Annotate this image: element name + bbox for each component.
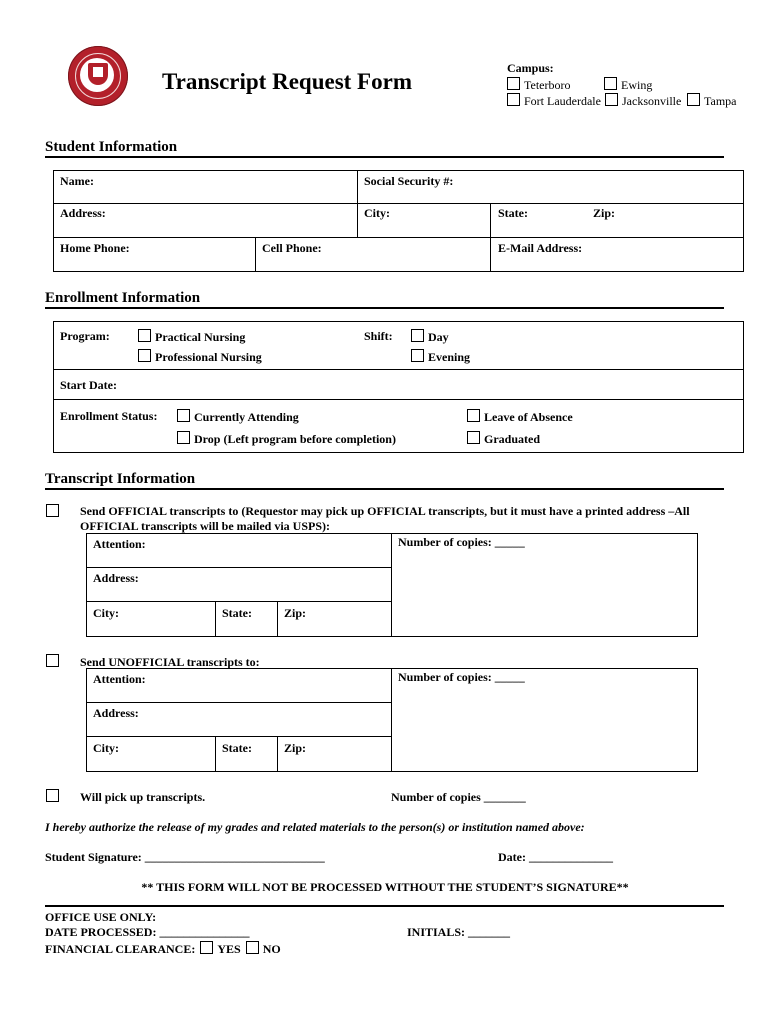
signature-date-field[interactable]: Date: ______________	[498, 850, 613, 864]
row-divider	[53, 203, 743, 204]
unofficial-copies-field[interactable]: Number of copies: _____	[398, 670, 525, 684]
checkbox[interactable]	[467, 409, 480, 422]
campus-option-ewing[interactable]: Ewing	[604, 77, 652, 92]
row-divider	[86, 702, 391, 703]
status-option-drop[interactable]: Drop (Left program before completion)	[177, 431, 396, 446]
yes-label: YES	[217, 942, 241, 956]
authorization-statement: I hereby authorize the release of my grades and related materials to the person(s) or institution named above:	[45, 820, 585, 834]
col-divider	[391, 533, 392, 636]
row-divider	[53, 399, 743, 400]
checkbox[interactable]	[687, 93, 700, 106]
divider	[45, 488, 724, 490]
email-field[interactable]: E-Mail Address:	[498, 241, 583, 255]
unofficial-instructions: Send UNOFFICIAL transcripts to:	[80, 655, 260, 669]
unofficial-address-table	[86, 668, 698, 772]
program-option-professional-nursing[interactable]: Professional Nursing	[138, 349, 262, 364]
program-option-practical-nursing[interactable]: Practical Nursing	[138, 329, 245, 344]
col-divider	[215, 601, 216, 636]
status-option-currently-attending[interactable]: Currently Attending	[177, 409, 299, 424]
school-seal-logo	[68, 46, 128, 106]
campus-option-tampa[interactable]: Tampa	[687, 93, 736, 108]
ssn-field[interactable]: Social Security #:	[364, 174, 454, 188]
checkbox[interactable]	[411, 349, 424, 362]
home-phone-field[interactable]: Home Phone:	[60, 241, 130, 255]
unofficial-address-field[interactable]: Address:	[93, 706, 139, 720]
financial-clearance-row	[45, 941, 281, 956]
city-field[interactable]: City:	[364, 206, 390, 220]
unofficial-city-field[interactable]: City:	[93, 741, 119, 755]
divider	[45, 307, 724, 309]
official-attention-field[interactable]: Attention:	[93, 537, 146, 551]
form-title: Transcript Request Form	[162, 69, 412, 94]
row-divider	[53, 369, 743, 370]
checkbox[interactable]	[467, 431, 480, 444]
cell-phone-field[interactable]: Cell Phone:	[262, 241, 322, 255]
no-label: NO	[262, 942, 281, 956]
checkbox[interactable]	[138, 349, 151, 362]
shift-option-day[interactable]: Day	[411, 329, 449, 344]
checkbox[interactable]	[507, 77, 520, 90]
checkbox[interactable]	[605, 93, 618, 106]
unofficial-zip-field[interactable]: Zip:	[284, 741, 307, 755]
checkbox[interactable]	[177, 431, 190, 444]
enrollment-status-label: Enrollment Status:	[60, 409, 158, 423]
checkbox[interactable]	[604, 77, 617, 90]
row-divider	[86, 567, 391, 568]
col-divider	[215, 736, 216, 771]
zip-field[interactable]: Zip:	[593, 206, 616, 220]
section-heading-student: Student Information	[45, 139, 178, 155]
checkbox[interactable]	[177, 409, 190, 422]
divider	[45, 156, 724, 158]
start-date-field[interactable]: Start Date:	[60, 378, 117, 392]
official-checkbox[interactable]	[46, 504, 59, 517]
col-divider	[391, 668, 392, 771]
checkbox[interactable]	[411, 329, 424, 342]
official-address-table	[86, 533, 698, 637]
col-divider	[277, 601, 278, 636]
official-city-field[interactable]: City:	[93, 606, 119, 620]
program-label: Program:	[60, 329, 110, 343]
campus-option-fort-lauderdale[interactable]: Fort Lauderdale	[507, 93, 601, 108]
official-state-field[interactable]: State:	[222, 606, 252, 620]
financial-yes-checkbox[interactable]	[200, 941, 213, 954]
col-divider	[277, 736, 278, 771]
pickup-label: Will pick up transcripts.	[80, 790, 206, 804]
shift-option-evening[interactable]: Evening	[411, 349, 470, 364]
col-divider	[357, 170, 358, 237]
campus-label: Campus:	[507, 61, 554, 75]
state-field[interactable]: State:	[498, 206, 528, 220]
date-processed-field[interactable]: DATE PROCESSED: _______________	[45, 925, 250, 939]
unofficial-checkbox[interactable]	[46, 654, 59, 667]
pickup-checkbox[interactable]	[46, 789, 59, 802]
address-field[interactable]: Address:	[60, 206, 106, 220]
divider	[45, 905, 724, 907]
row-divider	[53, 237, 743, 238]
pickup-copies-field[interactable]: Number of copies _______	[391, 790, 526, 804]
checkbox[interactable]	[507, 93, 520, 106]
student-signature-field[interactable]: Student Signature: ______________________________	[45, 850, 325, 864]
office-use-title: OFFICE USE ONLY:	[45, 910, 157, 924]
campus-option-jacksonville[interactable]: Jacksonville	[605, 93, 681, 108]
financial-clearance-label: FINANCIAL CLEARANCE:	[45, 942, 196, 956]
row-divider	[86, 736, 391, 737]
official-instructions-line-2: OFFICIAL transcripts will be mailed via USPS):	[80, 519, 331, 533]
official-copies-field[interactable]: Number of copies: _____	[398, 535, 525, 549]
unofficial-state-field[interactable]: State:	[222, 741, 252, 755]
status-option-graduated[interactable]: Graduated	[467, 431, 540, 446]
checkbox[interactable]	[138, 329, 151, 342]
col-divider	[490, 203, 491, 271]
financial-no-checkbox[interactable]	[246, 941, 259, 954]
row-divider	[86, 601, 391, 602]
official-zip-field[interactable]: Zip:	[284, 606, 307, 620]
initials-field[interactable]: INITIALS: _______	[407, 925, 511, 939]
status-option-leave-of-absence[interactable]: Leave of Absence	[467, 409, 573, 424]
campus-option-teterboro[interactable]: Teterboro	[507, 77, 570, 92]
shift-label: Shift:	[364, 329, 393, 343]
section-heading-enrollment: Enrollment Information	[45, 290, 201, 306]
signature-required-notice: ** THIS FORM WILL NOT BE PROCESSED WITHOUT THE STUDENT’S SIGNATURE**	[141, 880, 629, 894]
official-address-field[interactable]: Address:	[93, 571, 139, 585]
unofficial-attention-field[interactable]: Attention:	[93, 672, 146, 686]
section-heading-transcript: Transcript Information	[45, 471, 196, 487]
official-instructions-line-1: Send OFFICIAL transcripts to (Requestor may pick up OFFICIAL transcripts, but it must have a printed address –All	[80, 504, 690, 518]
name-field[interactable]: Name:	[60, 174, 94, 188]
col-divider	[255, 237, 256, 271]
